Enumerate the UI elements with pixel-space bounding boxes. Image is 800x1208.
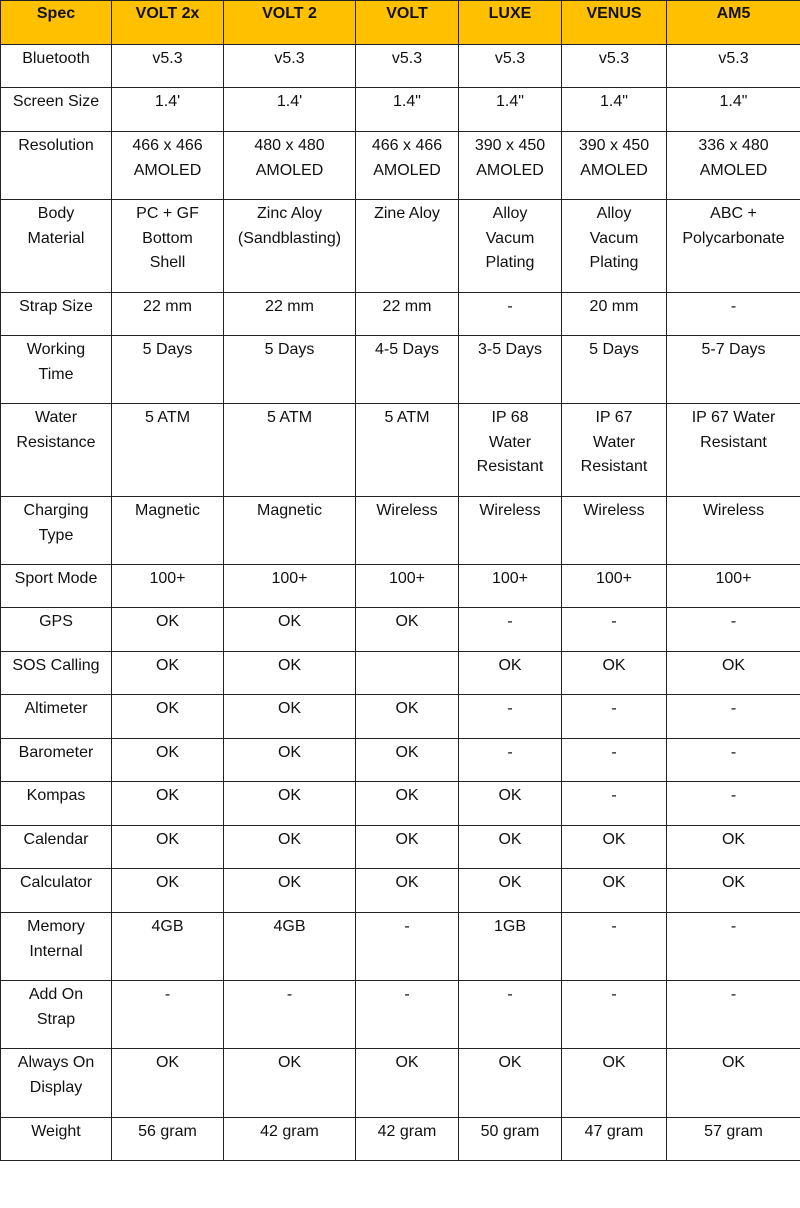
table-row	[1, 132, 800, 200]
spec-label: Calendar	[1, 826, 112, 869]
spec-value-cell: -	[667, 782, 800, 826]
table-row	[1, 913, 800, 981]
spec-value-cell: OK	[459, 782, 562, 826]
spec-value-cell: PC + GF Bottom Shell	[112, 200, 224, 293]
spec-value-cell: v5.3	[224, 45, 356, 88]
spec-value-cell: 42 gram	[224, 1118, 356, 1161]
header-row	[1, 1, 800, 45]
table-row	[1, 695, 800, 739]
spec-label: Sport Mode	[1, 565, 112, 608]
spec-label: Water Resistance	[1, 404, 112, 497]
spec-value-cell: OK	[356, 782, 459, 826]
spec-value-cell: IP 67 Water Resistant	[667, 404, 800, 497]
spec-value-cell: -	[667, 739, 800, 782]
spec-value-cell: -	[562, 608, 667, 652]
spec-value-cell: 1.4'	[224, 88, 356, 132]
spec-value-cell: OK	[562, 1049, 667, 1118]
spec-value-cell: 42 gram	[356, 1118, 459, 1161]
table-row	[1, 1118, 800, 1161]
spec-value-cell: -	[459, 608, 562, 652]
spec-value-cell: Magnetic	[224, 497, 356, 565]
table-row	[1, 200, 800, 293]
spec-value-cell: OK	[224, 739, 356, 782]
table-row	[1, 565, 800, 608]
table-row	[1, 869, 800, 913]
spec-value-cell: OK	[224, 608, 356, 652]
table-row	[1, 608, 800, 652]
spec-value-cell: Zine Aloy	[356, 200, 459, 293]
spec-value-cell: OK	[112, 739, 224, 782]
table-row	[1, 45, 800, 88]
header-model: AM5	[667, 1, 800, 45]
spec-value-cell: OK	[112, 826, 224, 869]
spec-value-cell: Wireless	[356, 497, 459, 565]
spec-value-cell: OK	[667, 1049, 800, 1118]
spec-value-cell: OK	[356, 695, 459, 739]
spec-label: SOS Calling	[1, 652, 112, 695]
spec-label: Memory Internal	[1, 913, 112, 981]
spec-value-cell: OK	[667, 652, 800, 695]
header-model: VOLT 2	[224, 1, 356, 45]
spec-value-cell	[356, 652, 459, 695]
table-body	[1, 45, 800, 1161]
spec-value-cell: OK	[112, 608, 224, 652]
spec-value-cell: -	[667, 695, 800, 739]
spec-value-cell: -	[667, 608, 800, 652]
spec-value-cell: 3-5 Days	[459, 336, 562, 404]
spec-value-cell: 20 mm	[562, 293, 667, 336]
spec-value-cell: OK	[562, 826, 667, 869]
spec-value-cell: OK	[112, 782, 224, 826]
header-spec: Spec	[1, 1, 112, 45]
spec-value-cell: OK	[667, 869, 800, 913]
spec-label: Strap Size	[1, 293, 112, 336]
spec-value-cell: Magnetic	[112, 497, 224, 565]
spec-value-cell: OK	[356, 869, 459, 913]
spec-value-cell: OK	[224, 782, 356, 826]
spec-value-cell: 100+	[224, 565, 356, 608]
spec-value-cell: -	[667, 293, 800, 336]
spec-value-cell: 5-7 Days	[667, 336, 800, 404]
spec-value-cell: 47 gram	[562, 1118, 667, 1161]
spec-value-cell: OK	[562, 652, 667, 695]
spec-label: Working Time	[1, 336, 112, 404]
table-row	[1, 404, 800, 497]
table-row	[1, 293, 800, 336]
spec-value-cell: -	[562, 695, 667, 739]
spec-value-cell: OK	[224, 652, 356, 695]
spec-value-cell: -	[356, 913, 459, 981]
spec-label: Altimeter	[1, 695, 112, 739]
spec-value-cell: 4GB	[224, 913, 356, 981]
spec-value-cell: Wireless	[667, 497, 800, 565]
spec-value-cell: 100+	[112, 565, 224, 608]
spec-value-cell: 22 mm	[112, 293, 224, 336]
table-row	[1, 497, 800, 565]
spec-value-cell: -	[356, 981, 459, 1049]
spec-label: Weight	[1, 1118, 112, 1161]
spec-value-cell: OK	[224, 1049, 356, 1118]
spec-value-cell: 100+	[562, 565, 667, 608]
spec-value-cell: 1.4"	[356, 88, 459, 132]
spec-value-cell: 390 x 450 AMOLED	[459, 132, 562, 200]
spec-value-cell: Wireless	[562, 497, 667, 565]
spec-value-cell: -	[224, 981, 356, 1049]
spec-value-cell: 22 mm	[356, 293, 459, 336]
spec-value-cell: v5.3	[562, 45, 667, 88]
spec-value-cell: -	[667, 913, 800, 981]
table-row	[1, 981, 800, 1049]
spec-value-cell: -	[562, 782, 667, 826]
spec-value-cell: -	[459, 293, 562, 336]
spec-value-cell: Alloy Vacum Plating	[459, 200, 562, 293]
spec-value-cell: 1.4"	[667, 88, 800, 132]
spec-value-cell: 390 x 450 AMOLED	[562, 132, 667, 200]
table-row	[1, 739, 800, 782]
spec-value-cell: 57 gram	[667, 1118, 800, 1161]
spec-value-cell: Alloy Vacum Plating	[562, 200, 667, 293]
spec-value-cell: OK	[356, 826, 459, 869]
spec-value-cell: -	[112, 981, 224, 1049]
spec-value-cell: OK	[356, 739, 459, 782]
spec-value-cell: ABC + Polycarbonate	[667, 200, 800, 293]
spec-value-cell: OK	[356, 1049, 459, 1118]
spec-value-cell: 5 ATM	[224, 404, 356, 497]
spec-value-cell: -	[562, 981, 667, 1049]
table-row	[1, 1049, 800, 1118]
spec-value-cell: 5 Days	[112, 336, 224, 404]
spec-value-cell: v5.3	[356, 45, 459, 88]
spec-value-cell: 5 ATM	[356, 404, 459, 497]
spec-value-cell: 466 x 466 AMOLED	[112, 132, 224, 200]
spec-value-cell: 50 gram	[459, 1118, 562, 1161]
table-row	[1, 652, 800, 695]
spec-value-cell: 5 ATM	[112, 404, 224, 497]
spec-value-cell: 466 x 466 AMOLED	[356, 132, 459, 200]
spec-value-cell: 1.4'	[112, 88, 224, 132]
spec-value-cell: v5.3	[667, 45, 800, 88]
spec-value-cell: 22 mm	[224, 293, 356, 336]
header-model: LUXE	[459, 1, 562, 45]
spec-label: Kompas	[1, 782, 112, 826]
spec-value-cell: OK	[562, 869, 667, 913]
spec-label: Barometer	[1, 739, 112, 782]
spec-value-cell: OK	[224, 826, 356, 869]
spec-value-cell: OK	[459, 869, 562, 913]
spec-value-cell: 5 Days	[224, 336, 356, 404]
spec-value-cell: OK	[224, 695, 356, 739]
header-model: VENUS	[562, 1, 667, 45]
header-model: VOLT	[356, 1, 459, 45]
spec-label: Charging Type	[1, 497, 112, 565]
spec-value-cell: -	[459, 981, 562, 1049]
spec-label: GPS	[1, 608, 112, 652]
spec-value-cell: 1.4"	[459, 88, 562, 132]
spec-value-cell: OK	[112, 695, 224, 739]
spec-value-cell: 480 x 480 AMOLED	[224, 132, 356, 200]
spec-value-cell: 5 Days	[562, 336, 667, 404]
spec-value-cell: OK	[667, 826, 800, 869]
spec-value-cell: IP 68 Water Resistant	[459, 404, 562, 497]
table-row	[1, 782, 800, 826]
table-row	[1, 826, 800, 869]
spec-value-cell: Wireless	[459, 497, 562, 565]
spec-value-cell: Zinc Aloy (Sandblasting)	[224, 200, 356, 293]
spec-label: Add On Strap	[1, 981, 112, 1049]
spec-value-cell: 1GB	[459, 913, 562, 981]
table-row	[1, 88, 800, 132]
spec-label: Screen Size	[1, 88, 112, 132]
spec-value-cell: -	[667, 981, 800, 1049]
table-row	[1, 336, 800, 404]
spec-value-cell: 56 gram	[112, 1118, 224, 1161]
spec-value-cell: OK	[459, 826, 562, 869]
spec-value-cell: OK	[459, 1049, 562, 1118]
spec-value-cell: v5.3	[459, 45, 562, 88]
spec-value-cell: OK	[356, 608, 459, 652]
header-model: VOLT 2x	[112, 1, 224, 45]
spec-label: Bluetooth	[1, 45, 112, 88]
spec-label: Calculator	[1, 869, 112, 913]
spec-value-cell: IP 67 Water Resistant	[562, 404, 667, 497]
spec-value-cell: 100+	[667, 565, 800, 608]
spec-value-cell: -	[562, 913, 667, 981]
spec-label: Body Material	[1, 200, 112, 293]
spec-value-cell: 100+	[356, 565, 459, 608]
spec-value-cell: 4-5 Days	[356, 336, 459, 404]
spec-value-cell: OK	[459, 652, 562, 695]
spec-value-cell: -	[459, 739, 562, 782]
spec-value-cell: 100+	[459, 565, 562, 608]
spec-value-cell: OK	[112, 869, 224, 913]
spec-value-cell: -	[459, 695, 562, 739]
spec-label: Always On Display	[1, 1049, 112, 1118]
spec-value-cell: OK	[112, 1049, 224, 1118]
spec-value-cell: 336 x 480 AMOLED	[667, 132, 800, 200]
spec-value-cell: OK	[224, 869, 356, 913]
spec-value-cell: v5.3	[112, 45, 224, 88]
spec-value-cell: OK	[112, 652, 224, 695]
spec-value-cell: -	[562, 739, 667, 782]
spec-value-cell: 1.4"	[562, 88, 667, 132]
spec-label: Resolution	[1, 132, 112, 200]
spec-value-cell: 4GB	[112, 913, 224, 981]
